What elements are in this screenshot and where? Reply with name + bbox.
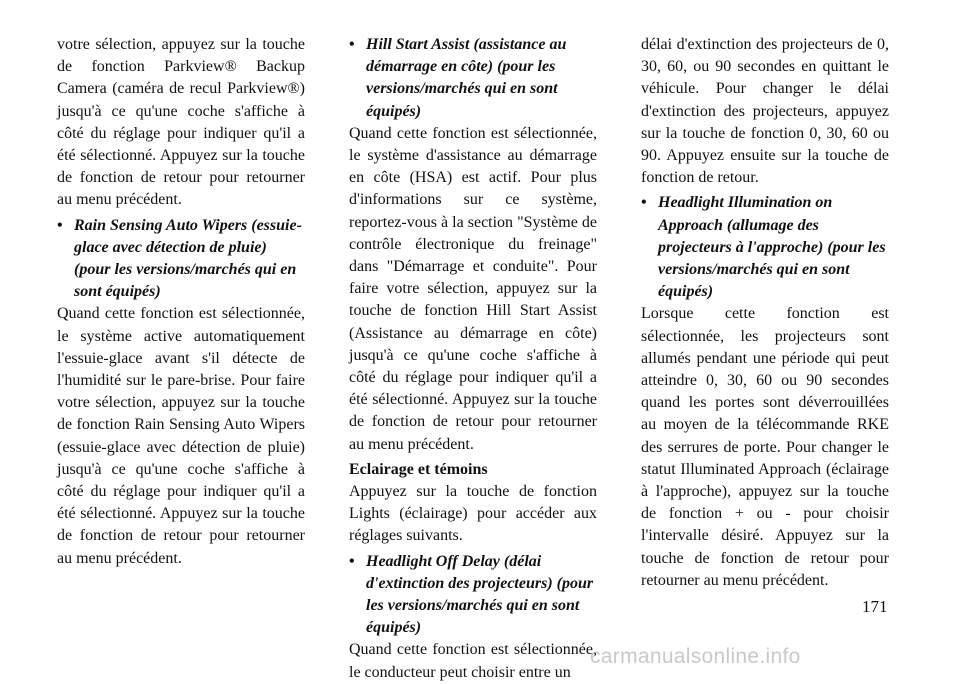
- paragraph: Appuyez sur la touche de fonction Lights (éclairage) pour accéder aux réglages suivants.: [349, 483, 597, 545]
- bullet-icon: •: [349, 552, 355, 570]
- bullet-title: Hill Start Assist (assistance au démarrage en côte) (pour les versions/marchés qui en sont équipés): [366, 36, 567, 120]
- section-heading: Eclairage et témoins: [349, 460, 488, 478]
- paragraph: Quand cette fonction est sélectionnée, le système active automatiquement l'essuie-glace avant s'il détecte de l'humidité sur le pare-brise. Pour faire votre sélection, appuyez sur la touche de fonction Rain Sensing Auto Wipers (essuie-glace avec détection de pluie) jusqu'à ce qu'une coche s'affiche à côté du réglage pour indiquer qu'il a été sélectionné. Appuyez sur la touche de fonction de retour pour retourner au menu précédent.: [57, 305, 305, 567]
- page-number: 171: [862, 597, 888, 616]
- bullet-item-headlight-illumination: [641, 192, 889, 303]
- bullet-item-headlight-off-delay: [349, 551, 597, 640]
- paragraph: Quand cette fonction est sélectionnée, le système d'assistance au démarrage en côte (HSA) est actif. Pour plus d'informations sur ce système, reportez-vous à la section "Système de contrôle électronique du freinage" dans "Démarrage et conduite". Pour faire votre sélection, appuyez sur la touche de fonction Hill Start Assist (Assistance au démarrage en côte) jusqu'à ce qu'une coche s'affiche à côté du réglage pour indiquer qu'il a été sélectionné. Appuyez sur la touche de fonction de retour pour retourner au menu précédent.: [349, 124, 597, 453]
- column-1: [57, 34, 305, 570]
- column-3: [641, 34, 889, 592]
- bullet-title: Headlight Off Delay (délai d'extinction des projecteurs) (pour les versions/marchés qui en sont équipés): [366, 552, 594, 637]
- column-2: [349, 34, 597, 684]
- paragraph: votre sélection, appuyez sur la touche de fonction Parkview® Backup Camera (caméra de recul Parkview®) jusqu'à ce qu'une coche s'affiche à côté du réglage pour indiquer qu'il a été sélectionné. Appuyez sur la touche de fonction de retour pour retourner au menu précédent.: [57, 36, 305, 209]
- bullet-title: Headlight Illumination on Approach (allumage des projecteurs à l'approche) (pour les versions/marchés qui en sont équipés): [658, 194, 886, 301]
- paragraph: Quand cette fonction est sélectionnée, le conducteur peut choisir entre un: [349, 641, 597, 681]
- paragraph: Lorsque cette fonction est sélectionnée, les projecteurs sont allumés pendant une période qui peut atteindre 0, 30, 60 ou 90 secondes quand les portes sont déverrouillées au moyen de la télécommande RKE des serrures de porte. Pour changer le statut Illuminated Approach (éclairage à l'approche), appuyez sur la touche de fonction + ou - pour choisir l'intervalle désiré. Appuyez sur la touche de fonction de retour pour retourner au menu précédent.: [641, 305, 889, 589]
- bullet-icon: •: [349, 36, 355, 53]
- bullet-title: Rain Sensing Auto Wipers (essuie-glace avec détection de pluie) (pour les versions/marchés qui en sont équipés): [74, 216, 302, 301]
- bullet-icon: •: [57, 216, 63, 234]
- paragraph: délai d'extinction des projecteurs de 0, 30, 60, ou 90 secondes en quittant le véhicule. Pour changer le délai d'extinction des projecteurs, appuyez sur la touche de fonction 0, 30, 60 ou 90. Appuyez ensuite sur la touche de fonction de retour.: [641, 36, 889, 187]
- watermark: carmanualsonline.info: [590, 645, 801, 668]
- bullet-item-hill-start-assist: [349, 34, 597, 123]
- bullet-icon: •: [641, 194, 647, 212]
- bullet-item-rain-sensing-wipers: [57, 215, 305, 304]
